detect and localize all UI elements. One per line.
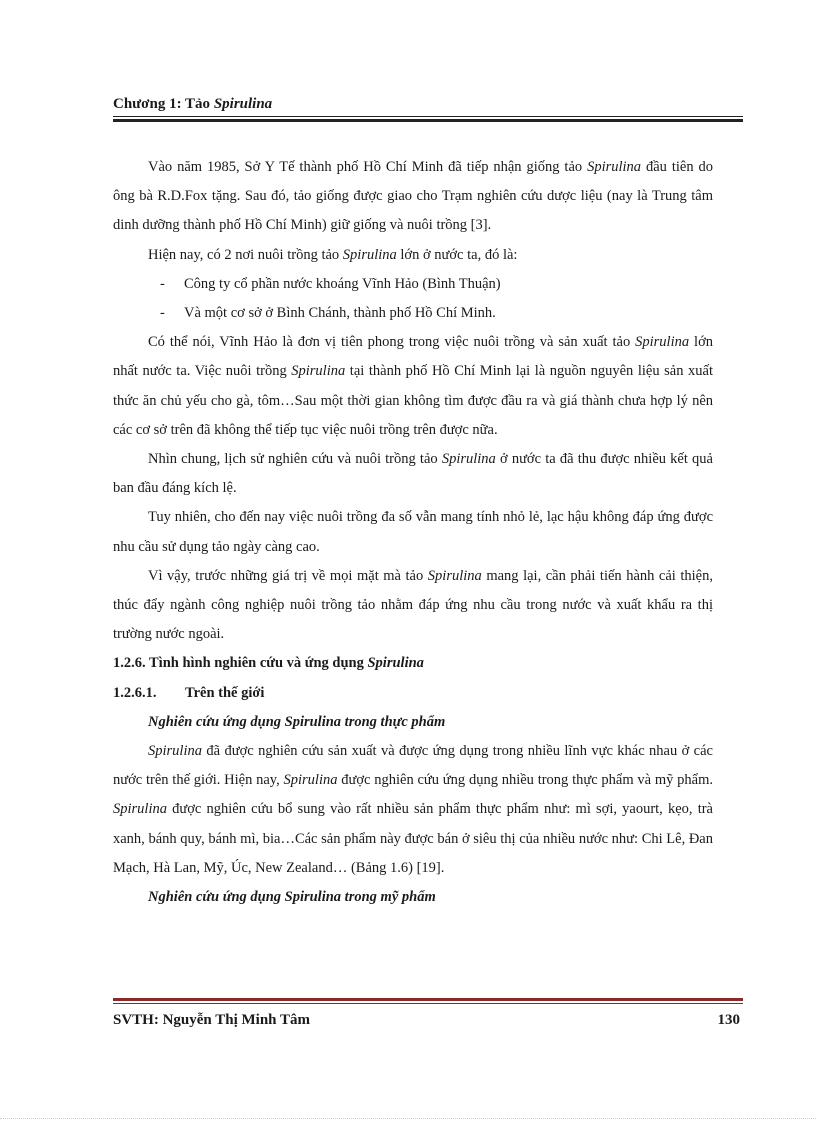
footer-rule-thin [113,1003,743,1004]
bullet-dash: - [160,305,165,322]
bullet-item-1: - Công ty cổ phần nước khoáng Vĩnh Hảo (Bình Thuận) [113,270,713,299]
subheading-cosmetics: Nghiên cứu ứng dụng Spirulina trong mỹ phẩm [148,889,436,906]
bullet-item-2: - Và một cơ sở ở Bình Chánh, thành phố Hồ Chí Minh. [113,299,713,328]
subheading-food: Nghiên cứu ứng dụng Spirulina trong thực phẩm [148,713,446,730]
footer-rule-thick [113,998,743,1001]
chapter-prefix: Chương 1: Tảo [113,96,214,112]
page-edge-divider [0,1118,816,1119]
section-title: Trên thế giới [185,684,265,701]
header-rule-thick [113,119,743,122]
paragraph-4: Nhìn chung, lịch sử nghiên cứu và nuôi trồng tảo Spirulina ở nước ta đã thu được nhiều kết quả ban đầu đáng kích lệ. [113,451,713,497]
paragraph-7: Spirulina đã được nghiên cứu sản xuất và được ứng dụng trong nhiều lĩnh vực khác nhau ở các nước trên thế giới. Hiện nay, Spirulina được nghiên cứu ứng dụng nhiều trong thực phẩm và mỹ phẩm. Spirulina được nghiên cứu bổ sung vào rất nhiều sản phẩm thực phẩm như: mì sợi, yaourt, kẹo, trà xanh, bánh quy, bánh mì, bia…Các sản phẩm này được bán ở siêu thị của nhiều nước như: Chi Lê, Đan Mạch, Hà Lan, Mỹ, Úc, New Zealand… (Bảng 1.6) [19]. [113,743,714,876]
footer-author: SVTH: Nguyễn Thị Minh Tâm [113,1012,310,1028]
section-heading-1-2-6-1 [113,679,713,708]
paragraph-5: Tuy nhiên, cho đến nay việc nuôi trồng đa số vẫn mang tính nhỏ lẻ, lạc hậu không đáp ứng được nhu cầu sử dụng tảo ngày càng cao. [113,509,713,555]
header-rule-thin [113,116,743,117]
paragraph-3: Có thể nói, Vĩnh Hảo là đơn vị tiên phong trong việc nuôi trồng và sản xuất tảo Spirulina lớn nhất nước ta. Việc nuôi trồng Spirulina tại thành phố Hồ Chí Minh lại là nguồn nguyên liệu sản xuất thức ăn chủ yếu cho gà, tôm…Sau một thời gian không tìm được đầu ra và giá thành chưa hợp lý nên các cơ sở trên đã không thể tiếp tục việc nuôi trồng trên được nữa. [113,334,714,438]
section-number: 1.2.6.1. [113,684,157,701]
bullet-dash: - [160,275,165,292]
paragraph-6: Vì vậy, trước những giá trị về mọi mặt mà tảo Spirulina mang lại, cần phải tiến hành cải thiện, thúc đẩy ngành công nghiệp nuôi trồng tảo nhằm đáp ứng nhu cầu trong nước và xuất khẩu ra thị trường nước ngoài. [113,567,713,643]
body-text [113,153,713,912]
paragraph-2: Hiện nay, có 2 nơi nuôi trồng tảo Spirulina lớn ở nước ta, đó là: [148,246,518,263]
chapter-italic: Spirulina [213,96,273,112]
page-number: 130 [717,1012,740,1028]
paragraph-1: Vào năm 1985, Sở Y Tế thành phố Hồ Chí Minh đã tiếp nhận giống tảo Spirulina đầu tiên do ông bà R.D.Fox tặng. Sau đó, tảo giống được giao cho Trạm nghiên cứu dược liệu (nay là Trung tâm dinh dưỡng thành phố Hồ Chí Minh) giữ giống và nuôi trồng [3]. [113,159,713,234]
chapter-header [113,96,272,113]
section-heading-1-2-6: 1.2.6. Tình hình nghiên cứu và ứng dụng Spirulina [113,655,424,672]
